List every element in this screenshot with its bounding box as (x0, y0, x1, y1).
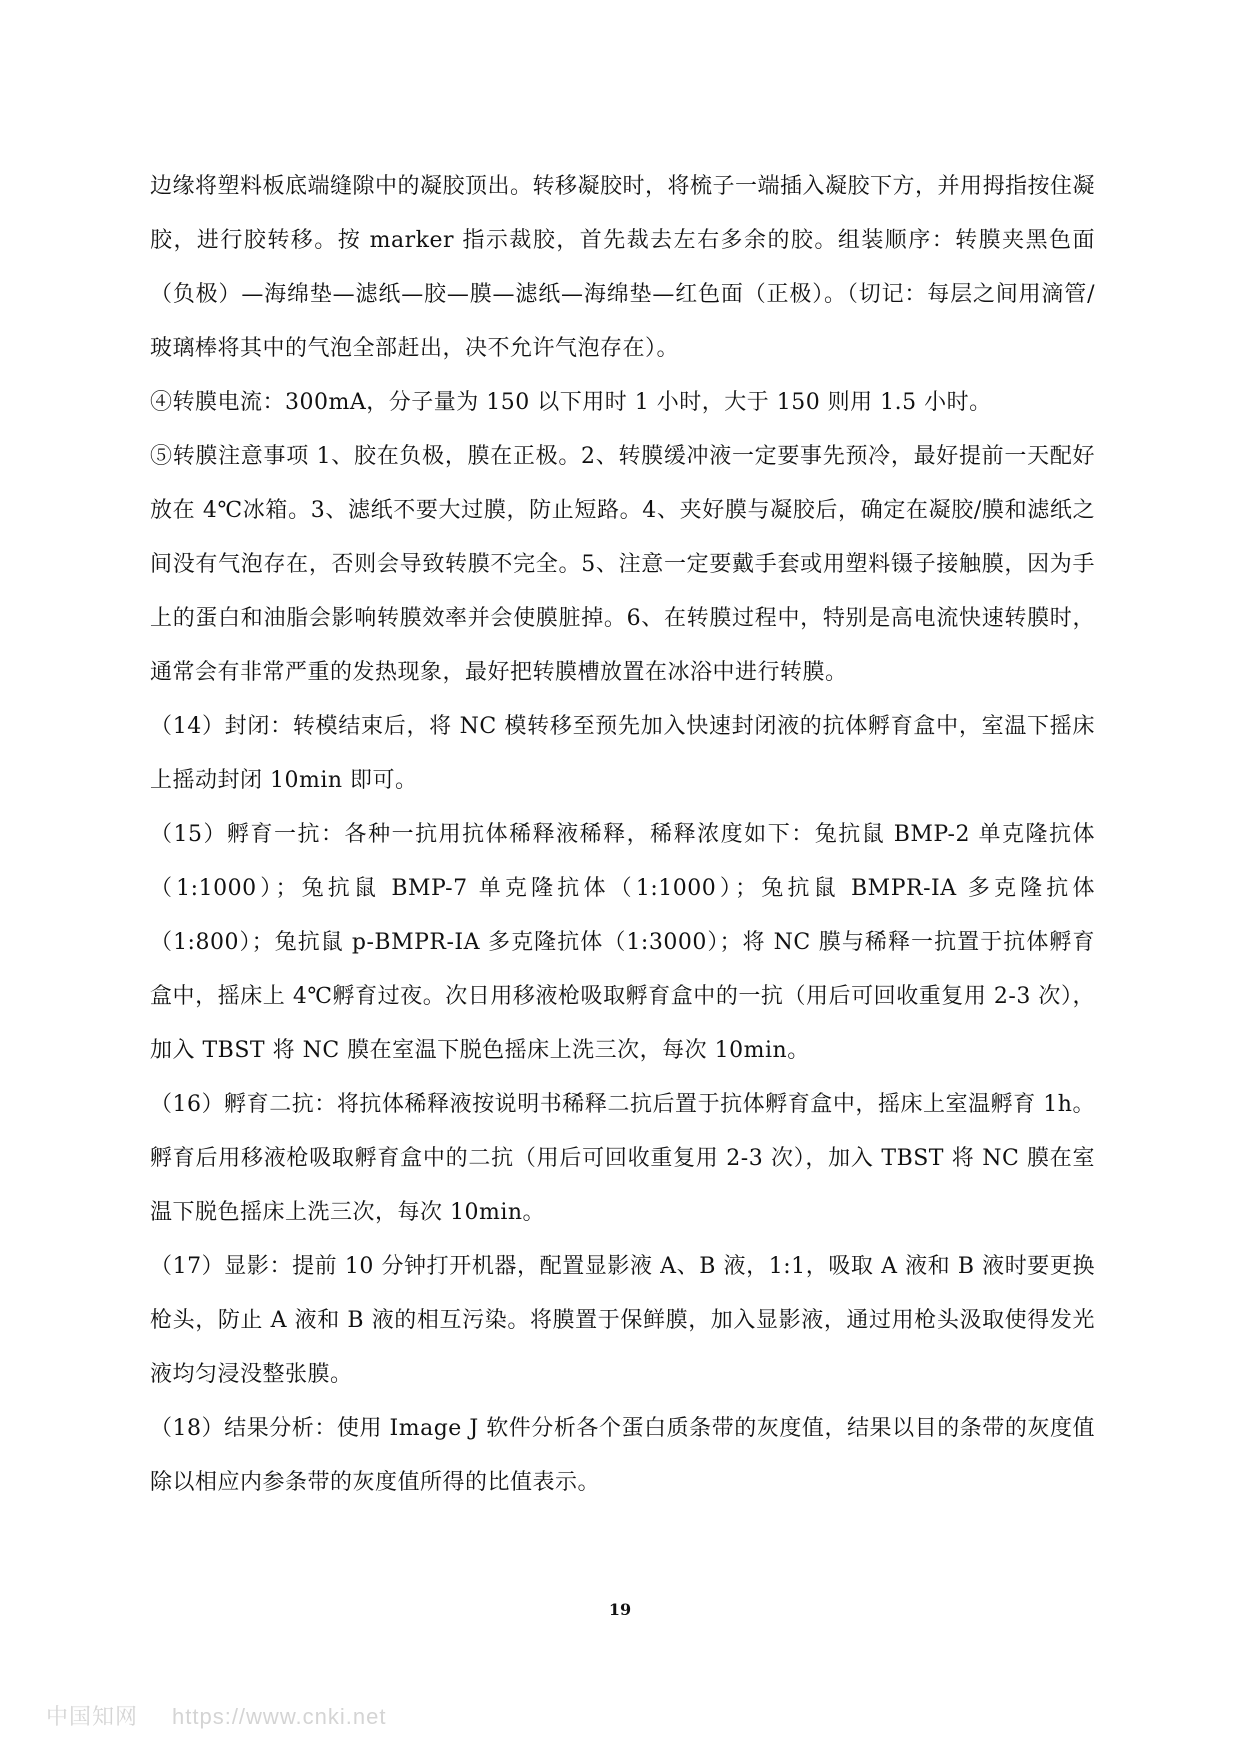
paragraph-transfer-current: ④转膜电流：300mA，分子量为 150 以下用时 1 小时，大于 150 则用 1.5 小时。 (150, 390, 992, 415)
watermark (46, 1700, 386, 1731)
paragraph-step-14-blocking: （14）封闭：转模结束后，将 NC 模转移至预先加入快速封闭液的抗体孵育盒中，室温下摇床上摇动封闭 10min 即可。 (150, 714, 1095, 793)
paragraph-step-17-development: （17）显影：提前 10 分钟打开机器，配置显影液 A、B 液，1:1，吸取 A 液和 B 液时要更换枪头，防止 A 液和 B 液的相互污染。将膜置于保鲜膜，加入显影液，通过用枪头汲取使得发光液均匀浸没整张膜。 (150, 1254, 1095, 1387)
page-number: 19 (608, 1600, 632, 1619)
paragraph-step-16-secondary-antibody: （16）孵育二抗：将抗体稀释液按说明书稀释二抗后置于抗体孵育盒中，摇床上室温孵育 1h。孵育后用移液枪吸取孵育盒中的二抗（用后可回收重复用 2-3 次），加入 TBST 将 NC 膜在室温下脱色摇床上洗三次，每次 10min。 (150, 1092, 1096, 1225)
body-text (150, 160, 1095, 1510)
paragraph-step-15-primary-antibody: （15）孵育一抗：各种一抗用抗体稀释液稀释，稀释浓度如下：兔抗鼠 BMP-2 单克隆抗体（1:1000）；兔抗鼠 BMP-7 单克隆抗体（1:1000）；兔抗鼠 BMPR-IA 多克隆抗体（1:800）；兔抗鼠 p-BMPR-IA 多克隆抗体（1:3000）；将 NC 膜与稀释一抗置于抗体孵育盒中，摇床上 4℃孵育过夜。次日用移液枪吸取孵育盒中的一抗（用后可回收重复用 2-3 次），加入 TBST 将 NC 膜在室温下脱色摇床上洗三次，每次 10min。 (150, 822, 1095, 1063)
paragraph-step-18-analysis: （18）结果分析：使用 Image J 软件分析各个蛋白质条带的灰度值，结果以目的条带的灰度值除以相应内参条带的灰度值所得的比值表示。 (150, 1416, 1095, 1495)
watermark-brand: 中国知网 (46, 1704, 139, 1729)
paragraph-transfer-notes: ⑤转膜注意事项 1、胶在负极，膜在正极。2、转膜缓冲液一定要事先预冷，最好提前一天配好放在 4℃冰箱。3、滤纸不要大过膜，防止短路。4、夹好膜与凝胶后，确定在凝胶/膜和滤纸之间没有气泡存在，否则会导致转膜不完全。5、注意一定要戴手套或用塑料镊子接触膜，因为手上的蛋白和油脂会影响转膜效率并会使膜脏掉。6、在转膜过程中，特别是高电流快速转膜时，通常会有非常严重的发热现象，最好把转膜槽放置在冰浴中进行转膜。 (150, 444, 1095, 685)
watermark-url: https://www.cnki.net (172, 1704, 387, 1729)
paragraph-transfer-assembly: 边缘将塑料板底端缝隙中的凝胶顶出。转移凝胶时，将梳子一端插入凝胶下方，并用拇指按住凝胶，进行胶转移。按 marker 指示裁胶，首先裁去左右多余的胶。组装顺序：转膜夹黑色面（负极）—海绵垫—滤纸—胶—膜—滤纸—海绵垫—红色面（正极）。（切记：每层之间用滴管/玻璃棒将其中的气泡全部赶出，决不允许气泡存在）。 (150, 174, 1096, 361)
